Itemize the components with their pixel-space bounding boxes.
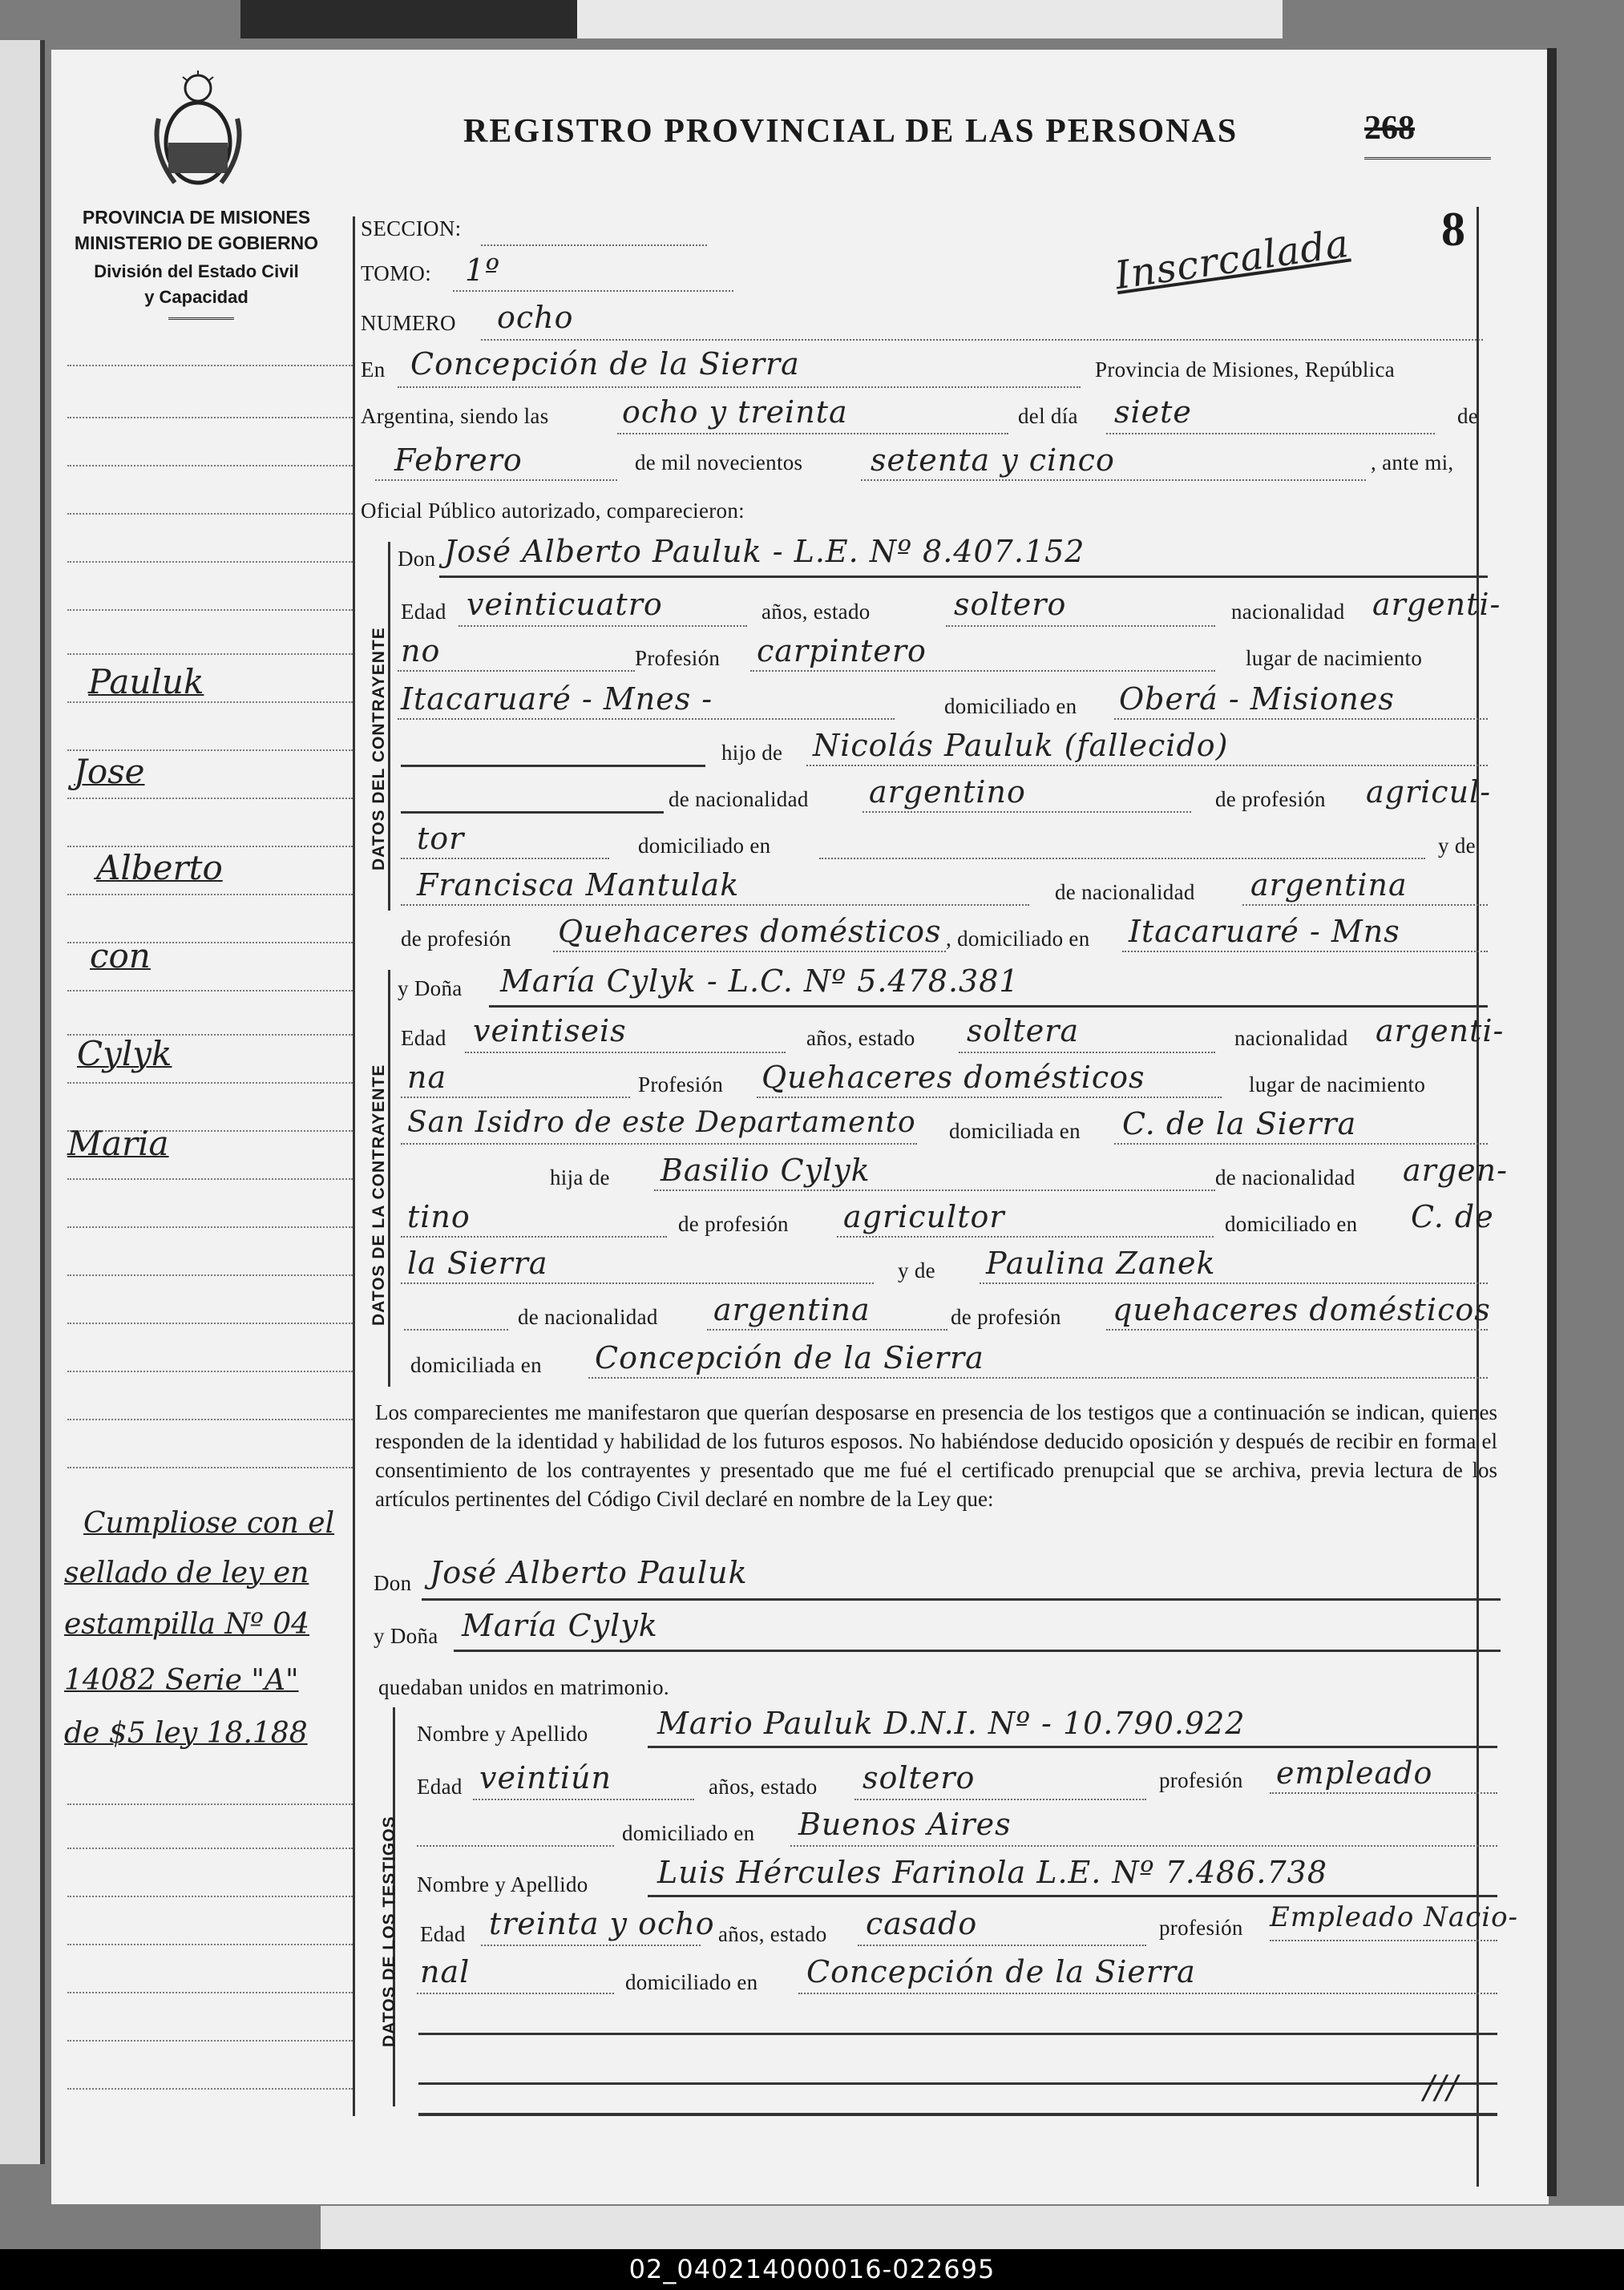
groom-estado-line (946, 625, 1215, 627)
groom-lugar-nac-label: lugar de nacimiento (1246, 646, 1423, 670)
groom-father-nac-value: argentino (869, 774, 1026, 810)
bride-nac-label: nacionalidad (1234, 1026, 1348, 1050)
provincia-label: Provincia de Misiones, República (1095, 357, 1396, 382)
decl-dona-value: María Cylyk (462, 1608, 658, 1643)
bride-edad-value: veintiseis (473, 1013, 627, 1048)
title-underline (1364, 157, 1491, 160)
bride-mother-prof-label: de profesión (951, 1305, 1061, 1329)
bride-dom-label: domiciliada en (949, 1119, 1081, 1143)
witness-blank-line-2 (418, 2082, 1497, 2085)
bride-estado-value: soltera (967, 1013, 1080, 1048)
groom-mother-nac-value: argentina (1250, 867, 1408, 903)
groom-father-dom-line (819, 858, 1425, 859)
hora-line (617, 433, 1008, 434)
bride-edad-label: Edad (401, 1026, 446, 1050)
margin-second-name: Alberto (96, 848, 223, 887)
bride-nac-cont: na (407, 1060, 447, 1095)
page-right-edge (1547, 48, 1557, 2196)
t2-dom-label: domiciliado en (625, 1970, 758, 1994)
bride-mother-dom-line (588, 1377, 1488, 1379)
book-binding (0, 40, 45, 2164)
t2-dom-line (798, 1993, 1497, 1994)
groom-estado-value: soltero (954, 587, 1067, 622)
decl-don-value: José Alberto Pauluk (430, 1555, 748, 1590)
groom-mother-nac-label: de nacionalidad (1055, 880, 1195, 904)
margin-first-name: Jose (74, 752, 145, 791)
en-label: En (361, 357, 386, 382)
bride-nac-line (401, 1097, 630, 1098)
page-title: REGISTRO PROVINCIAL DE LAS PERSONAS (463, 113, 1238, 150)
declaration-text: Los comparecientes me manifestaron que querían desposarse en presencia de los testigos que a continuación se indican, quienes responden de la identidad y habilidad de los futuros esposos. No habiéndose deducido oposición y después de recibir en forma el consentimiento de los contrayentes y presentado que me fué el certificado prenupcial que se archiva, previa lectura de los artículos pertinentes del Código Civil declaré en nombre de la Ley que: (375, 1400, 1497, 1511)
numero-line (481, 339, 1483, 341)
groom-mother-prof-value: Quehaceres domésticos (558, 914, 942, 949)
hora-value: ocho y treinta (622, 394, 848, 430)
division-name: División del Estado Civil (94, 261, 299, 281)
groom-dom-value: Oberá - Misiones (1119, 681, 1395, 717)
bride-y-de-label: y de (898, 1258, 935, 1282)
bride-prof-value: Quehaceres domésticos (762, 1060, 1145, 1095)
division-name-2: y Capacidad (144, 287, 248, 307)
bride-father-value: Basilio Cylyk (661, 1153, 871, 1188)
t2-prof-cont-line (417, 1993, 614, 1994)
margin-bride-name: Maria (67, 1124, 169, 1163)
t2-nombre-value: Luis Hércules Farinola L.E. Nº 7.486.738 (657, 1855, 1328, 1890)
bride-prof-label: Profesión (638, 1072, 724, 1097)
province-name: PROVINCIA DE MISIONES (82, 207, 311, 228)
t1-dom-value: Buenos Aires (798, 1807, 1012, 1842)
groom-father-nac-label: de nacionalidad (669, 787, 809, 811)
t2-anios-label: años, estado (718, 1922, 827, 1946)
t2-edad-value: treinta y ocho (489, 1906, 715, 1941)
numero-value: ocho (497, 300, 574, 335)
t1-blank-line (417, 1845, 614, 1847)
groom-lugar-nac-line (398, 718, 895, 720)
t2-edad-line (481, 1945, 701, 1946)
ante-label: , ante mi, (1371, 450, 1454, 475)
bride-lugar-nac-line (401, 1143, 917, 1145)
t1-nombre-label: Nombre y Apellido (417, 1722, 588, 1746)
mil-label: de mil novecientos (635, 450, 803, 475)
bride-nac-value: argenti- (1376, 1013, 1505, 1048)
stamp-note-line: sellado de ley en (64, 1557, 309, 1589)
t2-estado-value: casado (866, 1906, 978, 1941)
hijo-label: hijo de (721, 741, 783, 765)
bride-mother-prof-value: quehaceres domésticos (1113, 1292, 1491, 1327)
groom-mother-prof-line (553, 951, 946, 952)
margin-con: con (90, 936, 151, 975)
bride-name-line (489, 1005, 1488, 1008)
t1-edad-value: veintiún (479, 1760, 612, 1795)
bride-lugar-nac-label: lugar de nacimiento (1249, 1072, 1426, 1097)
t1-estado-line (854, 1799, 1146, 1800)
coat-of-arms-icon (151, 71, 245, 192)
groom-edad-value: veinticuatro (467, 587, 663, 622)
groom-lugar-nac-value: Itacaruaré - Mnes - (401, 681, 713, 717)
bride-father-line (654, 1189, 1215, 1191)
bride-father-prof-value: agricultor (843, 1199, 1005, 1234)
decl-dona-line (454, 1650, 1501, 1652)
witness-section-label: DATOS DE LOS TESTIGOS (380, 1815, 398, 2047)
groom-father-nac-line (862, 811, 1191, 813)
argentina-label: Argentina, siendo las (361, 404, 549, 428)
page-number: 8 (1441, 203, 1465, 256)
witness-blank-line (418, 2033, 1497, 2035)
bottom-page-edge (321, 2206, 1624, 2249)
groom-edad-label: Edad (401, 600, 446, 624)
groom-anios-label: años, estado (762, 600, 871, 624)
t2-nombre-line (648, 1895, 1497, 1897)
bride-father-nac-line (401, 1236, 667, 1238)
groom-nac-label: nacionalidad (1231, 600, 1345, 624)
t1-dom-label: domiciliado en (622, 1821, 755, 1845)
dia-value: siete (1114, 394, 1192, 430)
groom-father-value: Nicolás Pauluk (fallecido) (813, 728, 1229, 763)
bride-father-prof-line (837, 1236, 1214, 1238)
bride-father-nac-cont: tino (407, 1199, 471, 1234)
lugar-line (398, 386, 1081, 388)
ministry-name: MINISTERIO DE GOBIERNO (74, 232, 319, 253)
t2-nombre-label: Nombre y Apellido (417, 1872, 588, 1896)
bride-father-nac-value: argen- (1403, 1153, 1508, 1188)
groom-father-prof-label: de profesión (1215, 787, 1326, 811)
margin-bride-surname: Cylyk (77, 1034, 172, 1073)
bride-mother-nac-line (707, 1329, 947, 1331)
inserted-stamp: Inscrcalada (1112, 220, 1352, 299)
groom-mother-prof-label: de profesión (401, 927, 511, 951)
stamp-note-line: Cumpliose con el (83, 1507, 335, 1540)
groom-father-dom-label: domiciliado en (638, 834, 771, 858)
groom-name-line (439, 576, 1488, 578)
end-mark: /// (1424, 2070, 1459, 2106)
bottom-rule (418, 2113, 1497, 2116)
t1-prof-line (1270, 1792, 1497, 1794)
groom-nac-line (398, 670, 635, 672)
bride-lugar-nac-value: San Isidro de este Departamento (407, 1106, 916, 1139)
bride-dom-value: C. de la Sierra (1122, 1106, 1357, 1141)
bride-blank-line (404, 1329, 508, 1331)
t1-dom-line (790, 1845, 1497, 1847)
oficial-label: Oficial Público autorizado, comparecieron: (361, 499, 745, 523)
t2-prof-line (1270, 1940, 1497, 1941)
lugar-value: Concepción de la Sierra (410, 346, 800, 382)
mes-value: Febrero (394, 442, 523, 478)
bride-mother-prof-line (1106, 1329, 1488, 1331)
image-id-footer: 02_040214000016-022695 (0, 2249, 1624, 2290)
groom-mother-line (401, 904, 1029, 906)
groom-mother-dom-label: , domiciliado en (946, 927, 1090, 951)
bride-father-dom-label: domiciliado en (1225, 1212, 1358, 1236)
decl-don-label: Don (374, 1571, 412, 1595)
tomo-line (453, 290, 733, 292)
margin-divider (353, 216, 355, 2116)
hija-label: hija de (550, 1165, 610, 1189)
dia-line (1106, 433, 1435, 434)
groom-edad-line (459, 625, 747, 627)
groom-father-prof-line (401, 858, 609, 859)
groom-prof-line (750, 670, 1215, 672)
decl-don-line (422, 1598, 1501, 1601)
right-margin-line (1477, 207, 1479, 2187)
t1-nombre-line (648, 1746, 1497, 1748)
bride-section-label: DATOS DE LA CONTRAYENTE (370, 1064, 388, 1326)
t1-nombre-value: Mario Pauluk D.N.I. Nº - 10.790.922 (657, 1706, 1246, 1741)
t2-prof-cont: nal (420, 1954, 471, 1989)
bride-father-nac-label: de nacionalidad (1215, 1165, 1355, 1189)
anio-value: setenta y cinco (871, 442, 1115, 478)
t1-prof-label: profesión (1159, 1768, 1243, 1792)
groom-nac-value: argenti- (1372, 587, 1501, 622)
bride-father-dom-cont: la Sierra (407, 1246, 548, 1281)
bride-mother-value: Paulina Zanek (986, 1246, 1216, 1281)
closing-text: quedaban unidos en matrimonio. (378, 1675, 669, 1699)
groom-mother-dom-value: Itacaruaré - Mns (1129, 914, 1400, 949)
t2-estado-line (858, 1945, 1146, 1946)
t2-dom-value: Concepción de la Sierra (806, 1954, 1196, 1989)
stamp-note-line: 14082 Serie "A" (64, 1664, 299, 1697)
groom-name-value: José Alberto Pauluk - L.E. Nº 8.407.152 (444, 534, 1085, 569)
top-page-shadow (240, 0, 577, 38)
anio-line (861, 479, 1366, 481)
bride-mother-nac-label: de nacionalidad (518, 1305, 658, 1329)
t1-edad-line (473, 1799, 694, 1800)
bride-anios-label: años, estado (806, 1026, 915, 1050)
stamp-note-line: de $5 ley 18.188 (64, 1717, 308, 1750)
don-label: Don (398, 547, 436, 571)
bride-mother-dom-value: Concepción de la Sierra (595, 1340, 984, 1375)
groom-section-label: DATOS DEL CONTRAYENTE (370, 627, 388, 870)
t2-edad-label: Edad (420, 1922, 466, 1946)
t2-prof-label: profesión (1159, 1916, 1243, 1940)
bride-father-dom-line (401, 1282, 874, 1284)
groom-prof-value: carpintero (757, 633, 927, 668)
bride-prof-line (757, 1097, 1222, 1098)
bride-father-prof-label: de profesión (678, 1212, 789, 1236)
t1-prof-value: empleado (1276, 1755, 1433, 1791)
groom-blank-line-2 (401, 811, 664, 814)
bride-dom-line (1114, 1143, 1488, 1145)
seccion-line (481, 244, 707, 246)
groom-prof-label: Profesión (635, 646, 721, 670)
bride-mother-nac-value: argentina (713, 1292, 871, 1327)
t1-anios-label: años, estado (709, 1775, 818, 1799)
bride-estado-line (959, 1052, 1215, 1053)
header-divider (168, 317, 234, 320)
bride-mother-dom-label: domiciliada en (410, 1353, 542, 1377)
decl-dona-label: y Doña (374, 1624, 438, 1648)
t1-estado-value: soltero (862, 1760, 976, 1795)
groom-dom-label: domiciliado en (944, 694, 1077, 718)
t1-edad-label: Edad (417, 1775, 463, 1799)
groom-mother-dom-line (1122, 951, 1488, 952)
del-dia-label: del día (1018, 404, 1078, 428)
tomo-label: TOMO: (361, 261, 432, 285)
crossed-number: 268 (1364, 110, 1415, 147)
mes-line (375, 479, 617, 481)
groom-nac-cont: no (401, 633, 441, 668)
groom-father-prof-value: agricul- (1366, 774, 1492, 810)
dona-label: y Doña (398, 976, 463, 1000)
groom-father-prof-cont: tor (417, 821, 465, 856)
tomo-value: 1º (465, 252, 501, 288)
t2-prof-value: Empleado Nacio- (1270, 1901, 1519, 1933)
bride-father-dom-value: C. de (1411, 1199, 1494, 1234)
groom-blank-line (401, 765, 705, 767)
bride-edad-line (465, 1052, 786, 1053)
groom-mother-nac-line (1242, 904, 1488, 906)
numero-label: NUMERO (361, 311, 456, 335)
groom-mother-value: Francisca Mantulak (417, 867, 740, 903)
seccion-label: SECCION: (361, 216, 462, 240)
groom-dom-line (1114, 718, 1488, 720)
y-de-label: y de (1438, 834, 1476, 858)
groom-father-line (806, 765, 1488, 766)
stamp-note-line: estampilla Nº 04 (64, 1608, 310, 1641)
bride-mother-line (980, 1282, 1488, 1284)
bride-name-value: María Cylyk - L.C. Nº 5.478.381 (500, 963, 1020, 999)
de-label: de (1457, 404, 1479, 428)
margin-surname: Pauluk (88, 662, 204, 701)
